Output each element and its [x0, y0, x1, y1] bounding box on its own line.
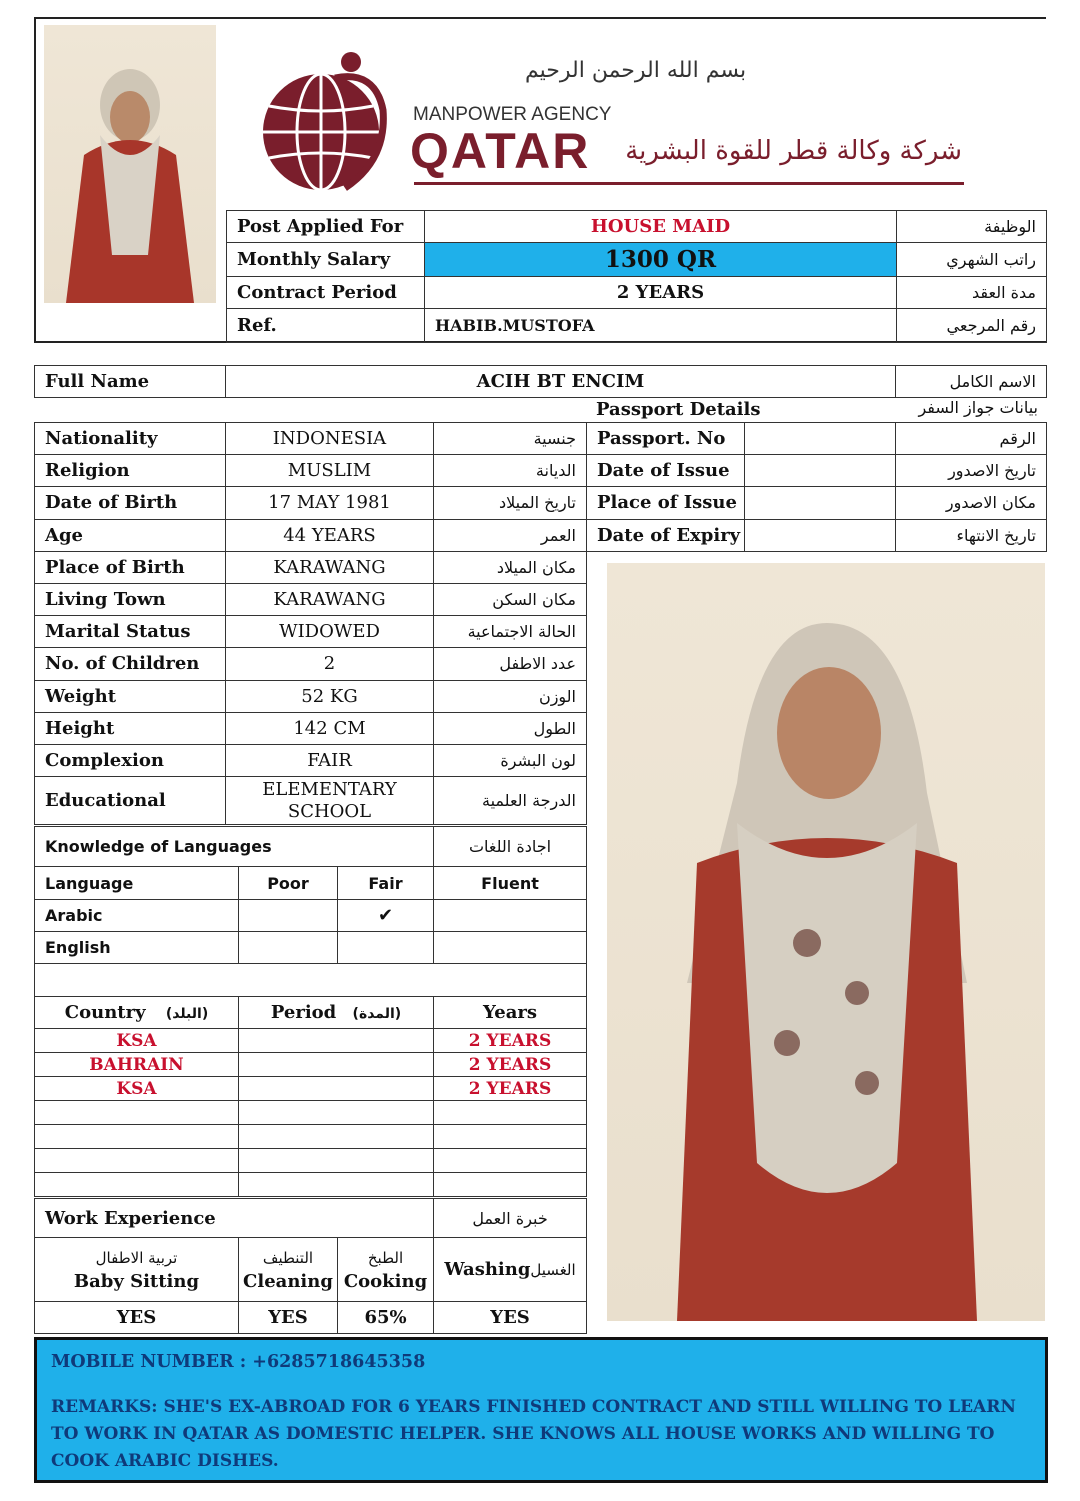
- full-name-table: [34, 365, 1047, 398]
- personal-label-ar: عدد الاطفل: [434, 648, 587, 680]
- skill-value: 65%: [338, 1302, 434, 1334]
- personal-row: [35, 616, 587, 648]
- work-title-ar: خبرة العمل: [434, 1199, 587, 1238]
- job-label-ar: راتب الشهري: [897, 243, 1047, 277]
- personal-value: 17 MAY 1981: [226, 487, 434, 519]
- personal-label: Height: [35, 712, 226, 744]
- lang-fair: [338, 932, 434, 964]
- spacer-row: [35, 964, 587, 997]
- lang-header: Poor: [239, 867, 338, 900]
- job-table: [226, 210, 1047, 343]
- personal-label-ar: الحالة الاجتماعية: [434, 616, 587, 648]
- personal-row: [35, 423, 587, 455]
- exp-years: [434, 1101, 587, 1125]
- experience-row: [35, 1101, 587, 1125]
- personal-value: MUSLIM: [226, 455, 434, 487]
- skill-cooking: [338, 1238, 434, 1302]
- lang-name: Arabic: [35, 900, 239, 932]
- mobile-number: +6285718645358: [252, 1352, 426, 1372]
- exp-period: [239, 1173, 434, 1197]
- personal-label: Living Town: [35, 583, 226, 615]
- exp-period-label: Period: [270, 1002, 337, 1023]
- passport-value: [745, 519, 896, 551]
- exp-period: [239, 1053, 434, 1077]
- mobile-label: MOBILE NUMBER :: [51, 1352, 247, 1372]
- exp-country: [35, 1125, 239, 1149]
- skill-ar: الطبخ: [367, 1248, 404, 1267]
- lang-name: English: [35, 932, 239, 964]
- languages-title-ar: اجادة اللغات: [434, 827, 587, 867]
- personal-row: [35, 583, 587, 615]
- personal-label-ar: العمر: [434, 519, 587, 551]
- passport-label-ar: الرقم: [896, 423, 1047, 455]
- job-label-ar: الوظيفة: [897, 211, 1047, 243]
- exp-period: [239, 1125, 434, 1149]
- job-label: Post Applied For: [227, 211, 425, 243]
- job-label-ar: رقم المرجعي: [897, 309, 1047, 343]
- skill-ar: التنطيف: [262, 1248, 314, 1267]
- skill-ar: تربية الاطفال: [95, 1248, 178, 1267]
- basmala: بسم الله الرحمن الرحيم: [525, 58, 747, 83]
- full-name-label: Full Name: [35, 366, 226, 398]
- personal-row: [35, 744, 587, 776]
- exp-period-header: [239, 997, 434, 1029]
- exp-country-header: [35, 997, 239, 1029]
- personal-label: Marital Status: [35, 616, 226, 648]
- personal-row: [35, 648, 587, 680]
- exp-country: [35, 1173, 239, 1197]
- passport-value: [745, 487, 896, 519]
- passport-row: [587, 519, 1047, 551]
- languages-title: Knowledge of Languages: [35, 827, 434, 867]
- job-label: Contract Period: [227, 277, 425, 309]
- personal-row: [35, 551, 587, 583]
- personal-label: Religion: [35, 455, 226, 487]
- personal-value: 2: [226, 648, 434, 680]
- skill-washing: [434, 1238, 587, 1302]
- personal-row: [35, 712, 587, 744]
- exp-country-label: Country: [64, 1002, 146, 1023]
- lang-poor: [239, 932, 338, 964]
- personal-row: [35, 777, 587, 825]
- personal-label: Educational: [35, 777, 226, 825]
- passport-label-ar: مكان الاصدور: [896, 487, 1047, 519]
- exp-period: [239, 1029, 434, 1053]
- remarks-text: REMARKS: SHE'S EX-ABROAD FOR 6 YEARS FINISHED CONTRACT AND STILL WILLING TO LEARN TO WORK IN QATAR AS DOMESTIC HELPER. SHE KNOWS ALL HOUSE WORKS AND WILLING TO COOK ARABIC DISHES.: [51, 1397, 1016, 1471]
- personal-label-ar: الدرجة العلمية: [434, 777, 587, 825]
- experience-row: [35, 1149, 587, 1173]
- exp-country: BAHRAIN: [35, 1053, 239, 1077]
- passport-title: Passport Details: [596, 399, 761, 420]
- personal-label-ar: تاريخ الميلاد: [434, 487, 587, 519]
- passport-row: [587, 487, 1047, 519]
- exp-country: KSA: [35, 1077, 239, 1101]
- skill-en: Cooking: [343, 1270, 428, 1292]
- lang-fluent: [434, 900, 587, 932]
- personal-label-ar: الوزن: [434, 680, 587, 712]
- exp-country-label-ar: (البلد): [165, 1006, 209, 1022]
- skill-baby-sitting: [35, 1238, 239, 1302]
- personal-row: [35, 519, 587, 551]
- exp-country: KSA: [35, 1029, 239, 1053]
- languages-table: [34, 826, 587, 997]
- skill-value: YES: [239, 1302, 338, 1334]
- passport-label: Place of Issue: [587, 487, 745, 519]
- exp-country: [35, 1149, 239, 1173]
- work-table: [34, 1198, 587, 1334]
- salary-value: 1300 QR: [425, 243, 897, 277]
- personal-value: WIDOWED: [226, 616, 434, 648]
- passport-label: Passport. No: [587, 423, 745, 455]
- personal-label: No. of Children: [35, 648, 226, 680]
- personal-label-ar: جنسية: [434, 423, 587, 455]
- personal-label: Nationality: [35, 423, 226, 455]
- lang-header: Fair: [338, 867, 434, 900]
- remarks-box: [34, 1337, 1048, 1483]
- personal-value: 52 KG: [226, 680, 434, 712]
- skill-value: YES: [35, 1302, 239, 1334]
- skill-en: Cleaning: [243, 1270, 333, 1292]
- exp-period: [239, 1077, 434, 1101]
- full-name-value: ACIH BT ENCIM: [226, 366, 896, 398]
- skill-value: YES: [434, 1302, 587, 1334]
- lang-poor: [239, 900, 338, 932]
- personal-value: 44 YEARS: [226, 519, 434, 551]
- exp-years: 2 YEARS: [434, 1029, 587, 1053]
- personal-row: [35, 455, 587, 487]
- personal-value: KARAWANG: [226, 583, 434, 615]
- exp-country: [35, 1101, 239, 1125]
- exp-years-header: Years: [434, 997, 587, 1029]
- agency-arabic: شركة وكالة قطر للقوة البشرية: [625, 136, 962, 166]
- applicant-photo-small: [44, 25, 216, 303]
- agency-line: MANPOWER AGENCY: [413, 104, 612, 125]
- experience-row: [35, 1173, 587, 1197]
- exp-period-label-ar: (المدة): [352, 1006, 402, 1022]
- exp-period: [239, 1149, 434, 1173]
- personal-row: [35, 680, 587, 712]
- exp-years: 2 YEARS: [434, 1053, 587, 1077]
- ref-value: HABIB.MUSTOFA: [425, 309, 897, 343]
- skill-en: Baby Sitting: [73, 1270, 200, 1292]
- personal-label-ar: الطول: [434, 712, 587, 744]
- passport-label-ar: تاريخ الاصدور: [896, 455, 1047, 487]
- personal-table: [34, 422, 587, 825]
- passport-title-ar: بيانات جواز السفر: [918, 398, 1038, 417]
- personal-label: Date of Birth: [35, 487, 226, 519]
- agency-logo: [255, 50, 405, 195]
- passport-value: [745, 455, 896, 487]
- mobile-line: [51, 1352, 1031, 1372]
- personal-label-ar: الديانة: [434, 455, 587, 487]
- personal-value: 142 CM: [226, 712, 434, 744]
- job-label: Ref.: [227, 309, 425, 343]
- skill-en: Washing: [444, 1259, 531, 1280]
- passport-row: [587, 455, 1047, 487]
- personal-value: KARAWANG: [226, 551, 434, 583]
- personal-label: Weight: [35, 680, 226, 712]
- lang-fair-check: ✔: [338, 900, 434, 932]
- personal-label: Place of Birth: [35, 551, 226, 583]
- passport-value: [745, 423, 896, 455]
- job-label-ar: مدة العقد: [897, 277, 1047, 309]
- personal-label: Age: [35, 519, 226, 551]
- passport-label: Date of Issue: [587, 455, 745, 487]
- exp-period: [239, 1101, 434, 1125]
- exp-years: [434, 1173, 587, 1197]
- personal-value: ELEMENTARY SCHOOL: [226, 777, 434, 825]
- personal-row: [35, 487, 587, 519]
- skill-cleaning: [239, 1238, 338, 1302]
- contract-value: 2 YEARS: [425, 277, 897, 309]
- applicant-photo-large: [607, 563, 1045, 1321]
- passport-label-ar: تاريخ الانتهاء: [896, 519, 1047, 551]
- experience-row: [35, 1029, 587, 1053]
- job-label: Monthly Salary: [227, 243, 425, 277]
- exp-years: 2 YEARS: [434, 1077, 587, 1101]
- personal-value: FAIR: [226, 744, 434, 776]
- experience-table: [34, 996, 587, 1197]
- skill-ar: الغسيل: [530, 1261, 576, 1279]
- passport-label: Date of Expiry: [587, 519, 745, 551]
- header-underline: [414, 182, 964, 185]
- personal-label-ar: مكان السكن: [434, 583, 587, 615]
- lang-header: Language: [35, 867, 239, 900]
- experience-row: [35, 1053, 587, 1077]
- experience-row: [35, 1125, 587, 1149]
- exp-years: [434, 1149, 587, 1173]
- personal-label-ar: لون البشرة: [434, 744, 587, 776]
- passport-table: [586, 422, 1047, 552]
- personal-value: INDONESIA: [226, 423, 434, 455]
- personal-label-ar: مكان الميلاد: [434, 551, 587, 583]
- personal-label: Complexion: [35, 744, 226, 776]
- experience-row: [35, 1077, 587, 1101]
- lang-header: Fluent: [434, 867, 587, 900]
- agency-name: QATAR: [410, 123, 591, 179]
- work-title: Work Experience: [35, 1199, 434, 1238]
- lang-fluent: [434, 932, 587, 964]
- full-name-label-ar: الاسم الكامل: [896, 366, 1047, 398]
- exp-years: [434, 1125, 587, 1149]
- post-value: HOUSE MAID: [425, 211, 897, 243]
- passport-row: [587, 423, 1047, 455]
